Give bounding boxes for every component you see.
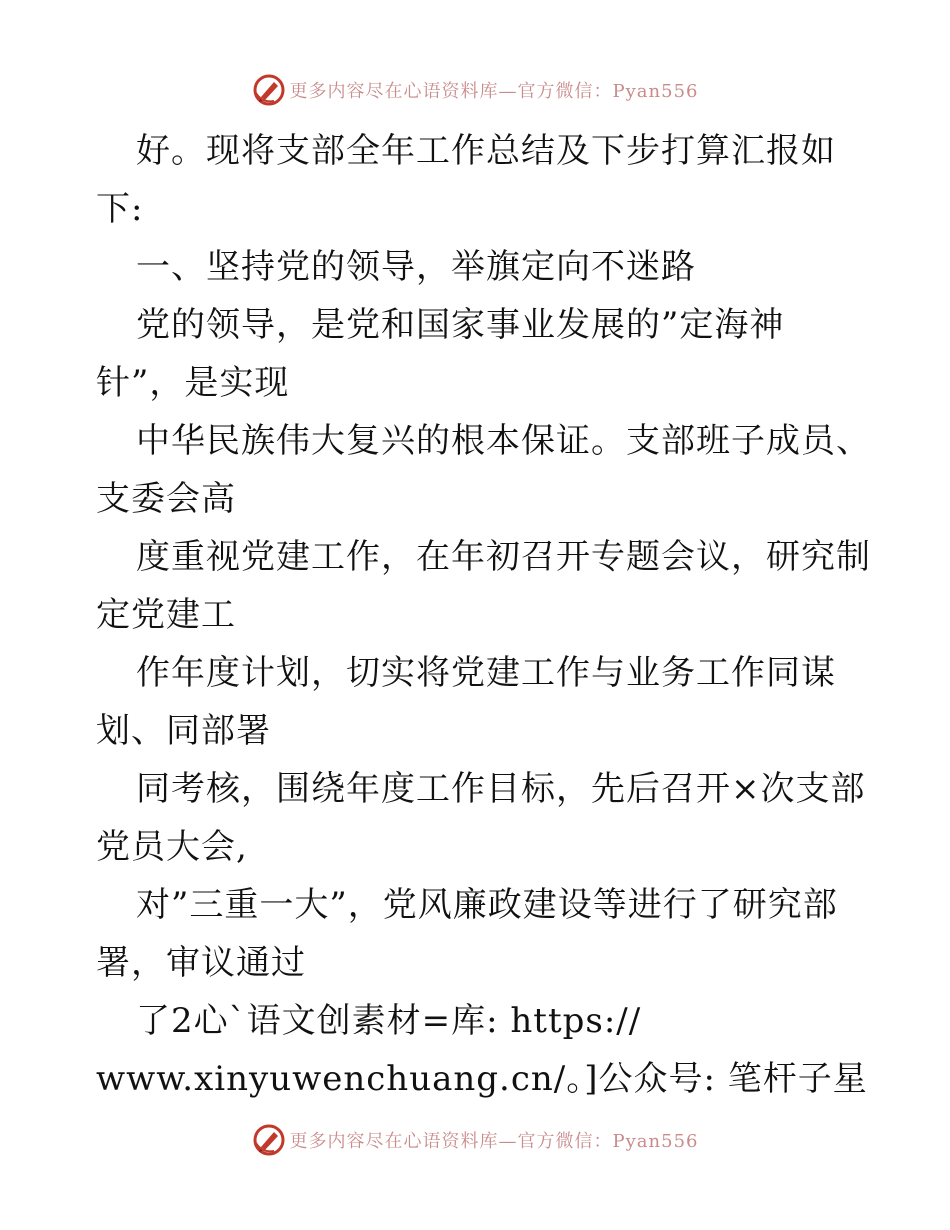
body-line: 了2心`语文创素材=库: https:// [136,1001,642,1041]
body-line: www.xinyuwenchuang.cn/。]公众号: 笔杆子星 [96,1059,868,1099]
body-line: 对”三重一大”，党风廉政建设等进行了研究部 [136,885,838,925]
body-line: 支委会高 [96,479,236,519]
body-line: 针”，是实现 [96,363,290,403]
body-line: 度重视党建工作，在年初召开专题会议，研究制 [136,537,871,577]
section-heading: 一、坚持党的领导，举旗定向不迷路 [136,247,696,287]
body-line: 中华民族伟大复兴的根本保证。支部班子成员、 [136,421,871,461]
body-line: 同考核，围绕年度工作目标，先后召开×次支部 [136,769,866,809]
body-line: 划、同部署 [96,711,271,751]
body-line: 党员大会, [96,827,248,867]
body-line: 下: [96,189,144,229]
body-line: 好。现将支部全年工作总结及下步打算汇报如 [136,131,836,171]
red-pen-logo-icon [252,1123,286,1157]
body-line: 党的领导，是党和国家事业发展的”定海神 [136,305,785,345]
body-line: 署，审议通过 [96,943,306,983]
body-line: 定党建工 [96,595,236,635]
header-banner [0,70,950,110]
footer-banner-text: 更多内容尽在心语资料库—官方微信：Pyan556 [289,1131,699,1152]
body-line: 作年度计划，切实将党建工作与业务工作同谋 [136,653,836,693]
document-body [96,122,876,1108]
red-pen-logo-icon [252,73,286,107]
footer-banner [0,1120,950,1160]
header-banner-text: 更多内容尽在心语资料库—官方微信：Pyan556 [289,81,699,102]
